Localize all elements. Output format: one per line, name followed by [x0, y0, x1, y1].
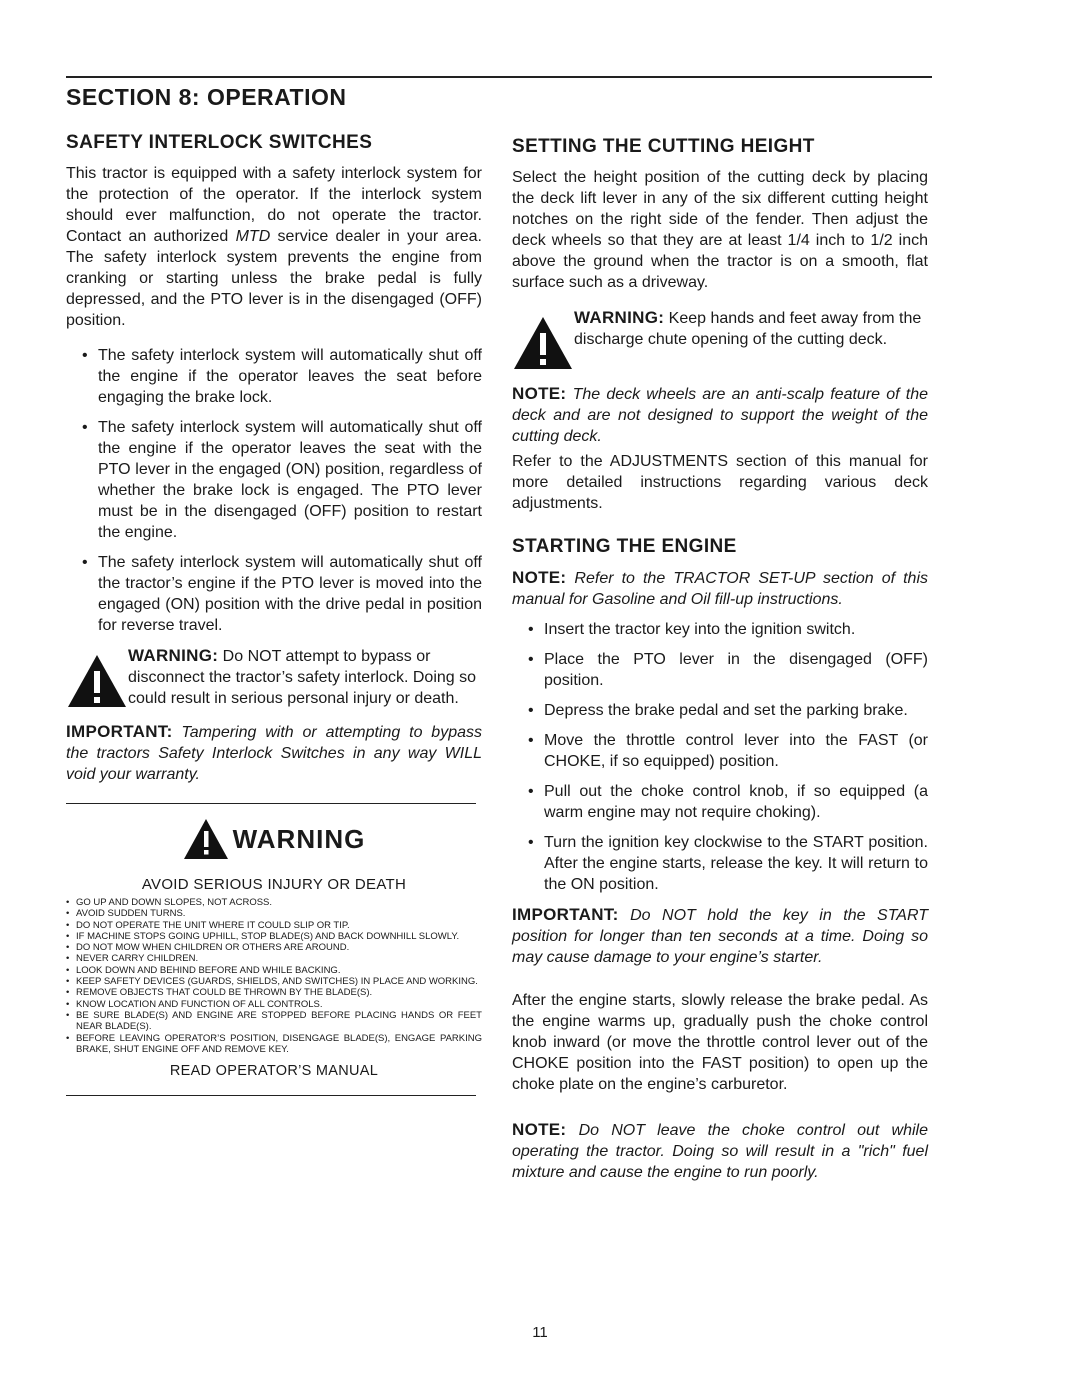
list-item: • KNOW LOCATION AND FUNCTION OF ALL CONTROLS. — [66, 999, 482, 1010]
list-item: • DO NOT OPERATE THE UNIT WHERE IT COULD SLIP OR TIP. — [66, 920, 482, 931]
starting-important — [512, 904, 928, 968]
intro-text-a: This tractor is equipped with a safety interlock system for the protection of the operator. If the interlock system should ever malfunction, do not operate the tractor. Contact an authorized — [66, 165, 482, 245]
list-item: • BE SURE BLADE(S) AND ENGINE ARE STOPPED BEFORE PLACING HANDS OR FEET NEAR BLADE(S). — [66, 1010, 482, 1033]
warning-box-top-rule — [66, 803, 476, 804]
page-number: 11 — [532, 1324, 548, 1341]
starting-note — [512, 567, 928, 610]
warning-triangle-icon — [66, 653, 128, 709]
intro-text-b: service dealer in your area. The safety interlock system prevents the engine from cranking or starting unless the brake pedal is fully depressed, and the PTO lever is in the disengaged (OFF) position. — [66, 228, 482, 329]
warning-decal-footer: READ OPERATOR’S MANUAL — [169, 1063, 379, 1080]
note-body: The deck wheels are an anti-scalp feature of the deck and are not designed to support the weight of the cutting deck. — [512, 386, 928, 445]
warning-decal-list — [66, 897, 482, 1055]
cutting-note — [512, 383, 928, 447]
list-item: • The safety interlock system will automatically shut off the tractor’s engine if the PTO lever is moved into the engaged (ON) position with the drive pedal in position for reverse travel. — [82, 554, 482, 634]
left-column — [66, 132, 482, 1096]
cutting-warning — [512, 307, 928, 371]
interlock-warning — [66, 645, 482, 709]
list-item: • LOOK DOWN AND BEHIND BEFORE AND WHILE BACKING. — [66, 965, 482, 976]
choke-note — [512, 1119, 928, 1183]
interlock-heading: SAFETY INTERLOCK SWITCHES — [66, 132, 373, 153]
right-column — [512, 132, 928, 1187]
list-item: • Turn the ignition key clockwise to the START position. After the engine starts, release the key. It will return to the ON position. — [528, 834, 928, 893]
note-label: NOTE: — [512, 568, 567, 587]
list-item: • Move the throttle control lever into the FAST (or CHOKE, if so equipped) position. — [528, 732, 928, 770]
list-item: • KEEP SAFETY DEVICES (GUARDS, SHIELDS, AND SWITCHES) IN PLACE AND WORKING. — [66, 976, 482, 987]
starting-bullets — [512, 619, 928, 895]
list-item: • REMOVE OBJECTS THAT COULD BE THROWN BY THE BLADE(S). — [66, 987, 482, 998]
warning-label: WARNING: — [574, 308, 665, 327]
warning-label: WARNING: — [128, 646, 219, 665]
important-note — [66, 721, 482, 785]
section-title: SECTION 8: OPERATION — [66, 84, 347, 110]
interlock-warning-text — [128, 645, 482, 709]
important-label: IMPORTANT: — [66, 722, 173, 741]
important-body: Tampering with or attempting to bypass the tractors Safety Interlock Switches in any way WILL void your warranty. — [66, 724, 482, 783]
list-item: • Pull out the choke control knob, if so equipped (a warm engine may not require choking). — [528, 783, 928, 821]
warning-triangle-icon — [512, 315, 574, 371]
important-body: Do NOT hold the key in the START position for longer than ten seconds at a time. Doing so may cause damage to your engine’s starter. — [512, 907, 928, 966]
warning-decal-header — [66, 818, 482, 860]
list-item: • IF MACHINE STOPS GOING UPHILL, STOP BLADE(S) AND BACK DOWNHILL SLOWLY. — [66, 931, 482, 942]
list-item: • GO UP AND DOWN SLOPES, NOT ACROSS. — [66, 897, 482, 908]
list-item: • The safety interlock system will automatically shut off the engine if the operator leaves the seat with the PTO lever in the engaged (ON) position, regardless of whether the brake lock is engaged. The PTO lever must be in the disengaged (OFF) position to restart the engine. — [82, 419, 482, 541]
list-item: • The safety interlock system will automatically shut off the engine if the operator leaves the seat before engaging the brake lock. — [82, 347, 482, 406]
list-item: • BEFORE LEAVING OPERATOR’S POSITION, DISENGAGE BLADE(S), ENGAGE PARKING BRAKE, SHUT ENGINE OFF AND REMOVE KEY. — [66, 1033, 482, 1056]
warning-decal-subtitle: AVOID SERIOUS INJURY OR DEATH — [141, 876, 407, 893]
note-label: NOTE: — [512, 384, 567, 403]
list-item: • AVOID SUDDEN TURNS. — [66, 908, 482, 919]
warning-triangle-icon — [183, 818, 229, 860]
brand-name: MTD — [235, 228, 271, 245]
important-label: IMPORTANT: — [512, 905, 619, 924]
list-item: • Place the PTO lever in the disengaged (OFF) position. — [528, 651, 928, 689]
cutting-refer: Refer to the ADJUSTMENTS section of this manual for more detailed instructions regarding various deck adjustments. — [512, 453, 928, 512]
list-item: • NEVER CARRY CHILDREN. — [66, 953, 482, 964]
warning-body: Do NOT attempt to bypass or disconnect the tractor’s safety interlock. Doing so could result in serious personal injury or death. — [128, 648, 477, 707]
starting-heading: STARTING THE ENGINE — [512, 536, 737, 557]
warning-body: Keep hands and feet away from the discharge chute opening of the cutting deck. — [574, 310, 922, 348]
warning-box-bottom-rule — [66, 1095, 476, 1096]
interlock-intro — [66, 163, 482, 331]
warning-decal-title: WARNING — [232, 823, 366, 854]
list-item: • DO NOT MOW WHEN CHILDREN OR OTHERS ARE AROUND. — [66, 942, 482, 953]
note-body: Refer to the TRACTOR SET-UP section of this manual for Gasoline and Oil fill-up instructions. — [512, 570, 928, 608]
list-item: • Depress the brake pedal and set the parking brake. — [528, 702, 908, 719]
list-item: • Insert the tractor key into the ignition switch. — [528, 621, 856, 638]
cutting-text: Select the height position of the cutting deck by placing the deck lift lever in any of the six different cutting height notches on the right side of the fender. Then adjust the deck wheels so that they are at least 1/4 inch to 1/2 inch above the ground when the tractor is on a smooth, flat surface such as a driveway. — [512, 169, 928, 291]
top-rule — [66, 76, 932, 78]
after-start-text: After the engine starts, slowly release the brake pedal. As the engine warms up, gradually push the choke control knob inward (or move the throttle control lever out of the CHOKE position into the FAST position) to open up the choke plate on the engine’s carburetor. — [512, 992, 928, 1093]
cutting-warning-text — [574, 307, 928, 350]
interlock-bullets — [66, 345, 482, 636]
warning-decal — [66, 818, 482, 1079]
cutting-heading: SETTING THE CUTTING HEIGHT — [512, 136, 815, 157]
note-body: Do NOT leave the choke control out while operating the tractor. Doing so will result in a "rich" fuel mixture and cause the engine to run poorly. — [512, 1122, 928, 1181]
note-label: NOTE: — [512, 1120, 567, 1139]
